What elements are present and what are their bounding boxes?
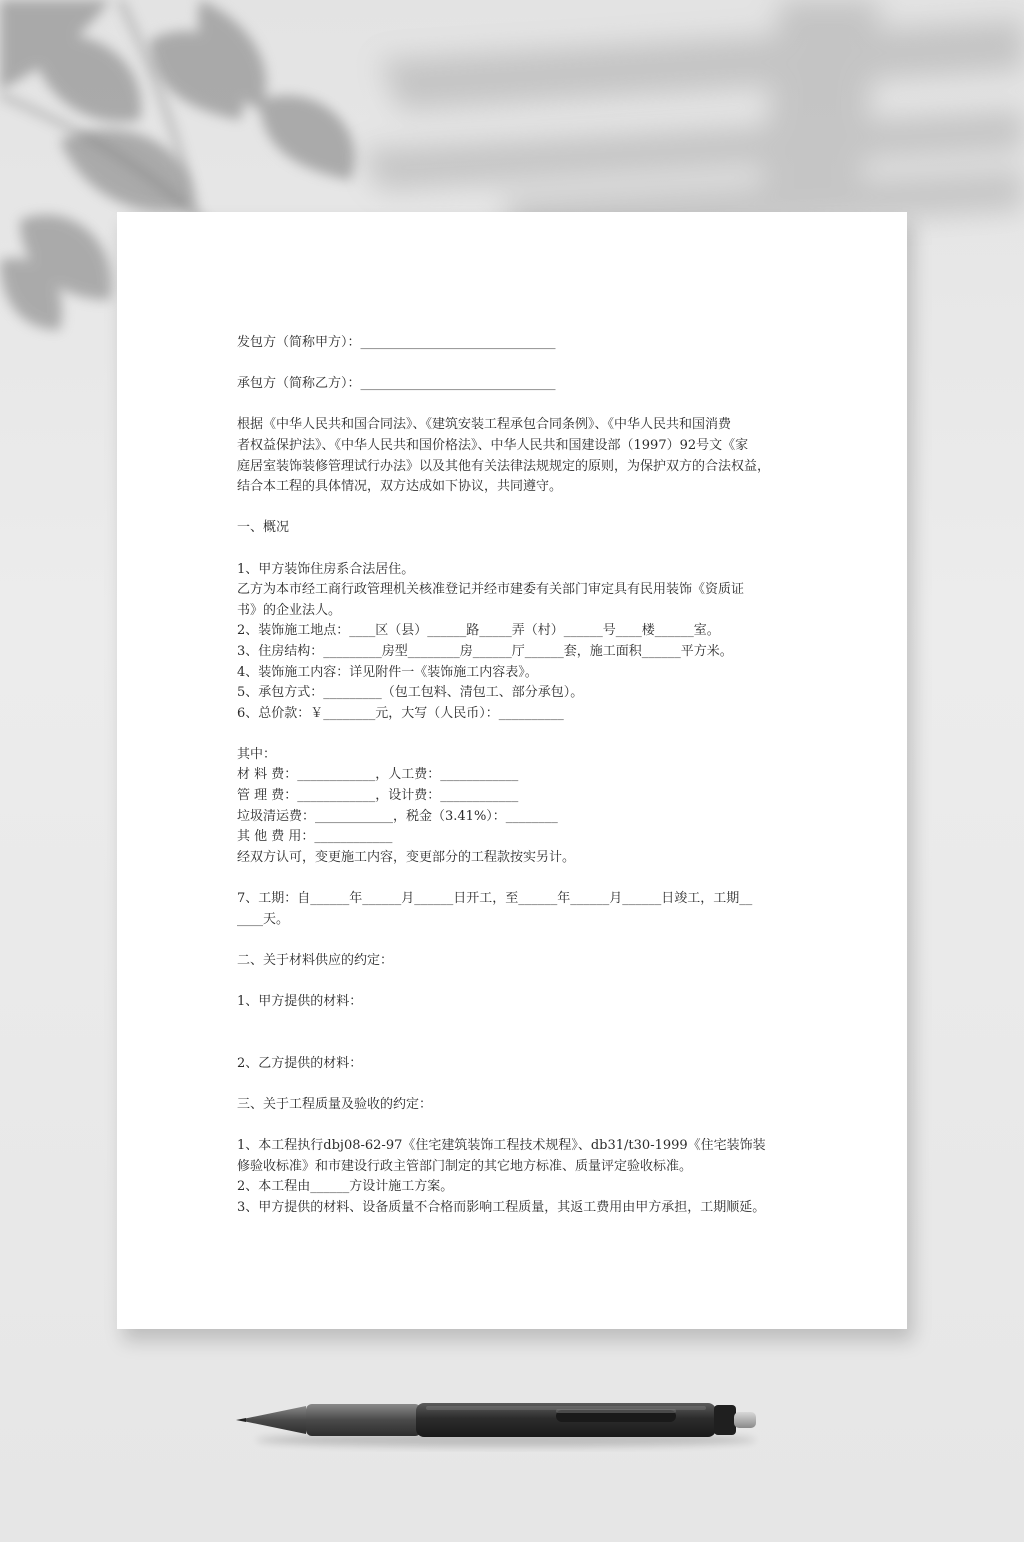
pen-icon <box>236 1396 761 1452</box>
section-1-heading: 一、概况 <box>237 520 290 536</box>
cost-other: 其 他 费 用：____________ <box>237 829 393 845</box>
clause-1-4: 4、装饰施工内容：详见附件一《装饰施工内容表》。 <box>237 664 538 680</box>
blank-line <box>237 498 797 519</box>
clause-1-1-cont-2: 书》的企业法人。 <box>237 602 342 618</box>
blank-line <box>237 1033 797 1054</box>
blank-line <box>237 868 797 889</box>
preamble-line-3: 庭居室装饰装修管理试行办法》以及其他有关法律法规规定的原则，为保护双方的合法权益， <box>237 458 771 474</box>
cost-waste-tax: 垃圾清运费：____________，税金（3.41%）：________ <box>237 808 558 824</box>
preamble-line-2: 者权益保护法》、《中华人民共和国价格法》、中华人民共和国建设部（1997）92号文《家 <box>237 437 749 453</box>
cost-breakdown-heading: 其中： <box>237 746 277 762</box>
section-2-heading: 二、关于材料供应的约定： <box>237 952 394 968</box>
blank-line <box>237 1116 797 1137</box>
clause-1-7-cont: ____天。 <box>237 911 290 927</box>
clause-1-7: 7、工期：自______年______月______日开工，至______年______月______日竣工，工期__ <box>237 891 753 907</box>
party-a-line: 发包方（简称甲方）：______________________________ <box>237 335 556 350</box>
section-3-heading: 三、关于工程质量及验收的约定： <box>237 1096 433 1112</box>
clause-1-5: 5、承包方式：_________（包工包料、清包工、部分承包）。 <box>237 685 584 701</box>
blank-line <box>237 930 797 951</box>
blank-line <box>237 1074 797 1095</box>
blank-line <box>237 354 797 375</box>
contract-text <box>237 333 797 1219</box>
clause-2-2: 2、乙方提供的材料： <box>237 1055 363 1071</box>
clause-3-3: 3、甲方提供的材料、设备质量不合格而影响工程质量，其返工费用由甲方承担，工期顺延。 <box>237 1199 766 1215</box>
preamble-line-4: 结合本工程的具体情况，双方达成如下协议，共同遵守。 <box>237 479 563 495</box>
clause-2-1: 1、甲方提供的材料： <box>237 994 363 1009</box>
cost-management-design: 管 理 费：____________，设计费：____________ <box>237 788 519 804</box>
clause-3-1: 1、本工程执行dbj08-62-97《住宅建筑装饰工程技术规程》、db31/t30-1999《住宅装饰装 <box>237 1138 766 1154</box>
clause-1-1: 1、甲方装饰住房系合法居住。 <box>237 561 415 577</box>
cost-materials-labor: 材 料 费：____________，人工费：____________ <box>237 767 519 783</box>
party-b-line: 承包方（简称乙方）：______________________________ <box>237 376 556 392</box>
clause-1-3: 3、住房结构：_________房型________房______厅______套，施工面积______平方米。 <box>237 643 733 659</box>
blank-line <box>237 1013 797 1034</box>
contract-page <box>117 212 907 1329</box>
cost-change-note: 经双方认可，变更施工内容，变更部分的工程款按实另计。 <box>237 849 576 865</box>
preamble-line-1: 根据《中华人民共和国合同法》、《建筑安装工程承包合同条例》、《中华人民共和国消费 <box>237 417 732 433</box>
blank-line <box>237 724 797 745</box>
clause-3-2: 2、本工程由______方设计施工方案。 <box>237 1179 454 1195</box>
clause-1-6: 6、总价款：￥________元，大写（人民币）：__________ <box>237 705 564 721</box>
blank-line <box>237 395 797 416</box>
blank-line <box>237 971 797 992</box>
blank-line <box>237 539 797 560</box>
clause-1-2: 2、装饰施工地点：____区（县）______路_____弄（村）______号____楼______室。 <box>237 623 720 639</box>
clause-1-1-cont-1: 乙方为本市经工商行政管理机关核准登记并经市建委有关部门审定具有民用装饰《资质证 <box>237 582 745 598</box>
clause-3-1-cont: 修验收标准》和市建设行政主管部门制定的其它地方标准、质量评定验收标准。 <box>237 1158 693 1174</box>
